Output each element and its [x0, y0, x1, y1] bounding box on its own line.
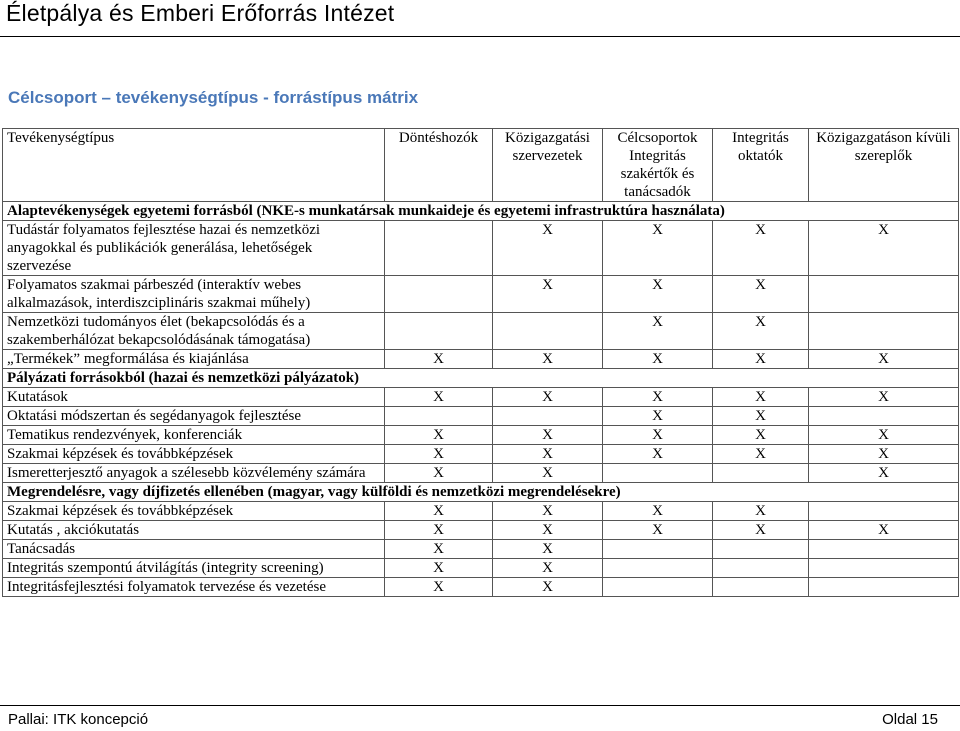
mark-cell [809, 578, 959, 597]
row-label: Szakmai képzések és továbbképzések [3, 502, 385, 521]
mark-cell: X [603, 426, 713, 445]
corner-label: Tevékenységtípus [3, 129, 385, 202]
mark-cell: X [603, 407, 713, 426]
mark-cell: X [385, 350, 493, 369]
mark-cell: X [493, 350, 603, 369]
group-label: Pályázati forrásokból (hazai és nemzetközi pályázatok) [3, 369, 959, 388]
mark-cell: X [385, 578, 493, 597]
row-label: Tematikus rendezvények, konferenciák [3, 426, 385, 445]
mark-cell: X [385, 464, 493, 483]
mark-cell: X [385, 426, 493, 445]
section-heading: Célcsoport – tevékenységtípus - forrástípus mátrix [8, 88, 419, 107]
mark-cell: X [713, 388, 809, 407]
mark-cell: X [385, 559, 493, 578]
mark-cell: X [603, 502, 713, 521]
mark-cell: X [809, 350, 959, 369]
mark-cell [493, 313, 603, 350]
mark-cell: X [603, 221, 713, 276]
header-divider [0, 36, 960, 37]
row-label: Tanácsadás [3, 540, 385, 559]
mark-cell [713, 578, 809, 597]
row-label: „Termékek” megformálása és kiajánlása [3, 350, 385, 369]
footer-divider [0, 705, 960, 706]
row-label: Kutatások [3, 388, 385, 407]
mark-cell [809, 559, 959, 578]
mark-cell: X [713, 221, 809, 276]
mark-cell: X [493, 578, 603, 597]
mark-cell [385, 407, 493, 426]
table-row [3, 464, 959, 483]
mark-cell: X [603, 388, 713, 407]
mark-cell [385, 276, 493, 313]
mark-cell [809, 540, 959, 559]
table-row [3, 350, 959, 369]
group-label: Megrendelésre, vagy díjfizetés ellenében (magyar, vagy külföldi és nemzetközi megrendelésekre) [3, 483, 959, 502]
mark-cell [809, 276, 959, 313]
row-label: Integritásfejlesztési folyamatok tervezése és vezetése [3, 578, 385, 597]
column-header-1: Közigazgatási szervezetek [493, 129, 603, 202]
table-row [3, 502, 959, 521]
mark-cell [385, 221, 493, 276]
table-row [3, 388, 959, 407]
group-row [3, 369, 959, 388]
table-row [3, 407, 959, 426]
table-row [3, 426, 959, 445]
mark-cell: X [385, 388, 493, 407]
mark-cell [809, 313, 959, 350]
mark-cell: X [809, 445, 959, 464]
mark-cell: X [385, 540, 493, 559]
table-row [3, 276, 959, 313]
mark-cell: X [809, 388, 959, 407]
mark-cell [493, 407, 603, 426]
mark-cell: X [493, 559, 603, 578]
mark-cell: X [713, 350, 809, 369]
table-row [3, 559, 959, 578]
mark-cell [603, 559, 713, 578]
mark-cell: X [809, 426, 959, 445]
column-header-2 [603, 129, 713, 202]
row-label: Ismeretterjesztő anyagok a szélesebb közvélemény számára [3, 464, 385, 483]
mark-cell: X [603, 521, 713, 540]
mark-cell: X [603, 276, 713, 313]
row-label: Tudástár folyamatos fejlesztése hazai és nemzetközi anyagokkal és publikációk generálása, lehetőségek szervezése [3, 221, 385, 276]
group-row [3, 483, 959, 502]
group-header: Célcsoportok [617, 130, 698, 146]
table-row [3, 578, 959, 597]
mark-cell: X [809, 464, 959, 483]
footer-left-text: Pallai: ITK koncepció [8, 711, 149, 728]
matrix-table [2, 128, 959, 597]
mark-cell: X [493, 426, 603, 445]
column-header-4: Közigazgatáson kívüli szereplők [809, 129, 959, 202]
mark-cell: X [603, 350, 713, 369]
mark-cell [603, 578, 713, 597]
mark-cell: X [385, 502, 493, 521]
mark-cell: X [713, 521, 809, 540]
mark-cell: X [713, 407, 809, 426]
table-row [3, 521, 959, 540]
mark-cell [385, 313, 493, 350]
mark-cell [809, 502, 959, 521]
mark-cell: X [493, 221, 603, 276]
mark-cell: X [493, 521, 603, 540]
mark-cell [713, 559, 809, 578]
column-header-2-label: Integritás szakértők és tanácsadók [620, 148, 695, 200]
mark-cell: X [713, 276, 809, 313]
table-row [3, 445, 959, 464]
mark-cell: X [713, 502, 809, 521]
row-label: Nemzetközi tudományos élet (bekapcsolódás és a szakemberhálózat bekapcsolódásának támogatása) [3, 313, 385, 350]
column-header-0: Döntéshozók [385, 129, 493, 202]
mark-cell: X [603, 445, 713, 464]
group-row [3, 202, 959, 221]
mark-cell: X [603, 313, 713, 350]
mark-cell: X [809, 221, 959, 276]
table-row [3, 221, 959, 276]
mark-cell [809, 407, 959, 426]
group-label: Alaptevékenységek egyetemi forrásból (NKE-s munkatársak munkaideje és egyetemi infrastruktúra használata) [3, 202, 959, 221]
page-header-title: Életpálya és Emberi Erőforrás Intézet [6, 0, 395, 26]
mark-cell: X [713, 426, 809, 445]
row-label: Kutatás , akciókutatás [3, 521, 385, 540]
table-row [3, 540, 959, 559]
mark-cell: X [713, 445, 809, 464]
mark-cell: X [385, 445, 493, 464]
header-row [3, 129, 959, 202]
mark-cell: X [493, 540, 603, 559]
mark-cell: X [493, 502, 603, 521]
mark-cell: X [493, 464, 603, 483]
mark-cell: X [493, 388, 603, 407]
mark-cell: X [713, 313, 809, 350]
table-row [3, 313, 959, 350]
mark-cell [713, 464, 809, 483]
column-header-3: Integritás oktatók [713, 129, 809, 202]
mark-cell [603, 464, 713, 483]
mark-cell [713, 540, 809, 559]
row-label: Oktatási módszertan és segédanyagok fejlesztése [3, 407, 385, 426]
row-label: Integritás szempontú átvilágítás (integrity screening) [3, 559, 385, 578]
row-label: Szakmai képzések és továbbképzések [3, 445, 385, 464]
mark-cell: X [385, 521, 493, 540]
mark-cell: X [493, 445, 603, 464]
mark-cell: X [809, 521, 959, 540]
row-label: Folyamatos szakmai párbeszéd (interaktív webes alkalmazások, interdiszciplináris szakmai műhely) [3, 276, 385, 313]
footer-page-number: Oldal 15 [882, 711, 938, 728]
mark-cell: X [493, 276, 603, 313]
mark-cell [603, 540, 713, 559]
